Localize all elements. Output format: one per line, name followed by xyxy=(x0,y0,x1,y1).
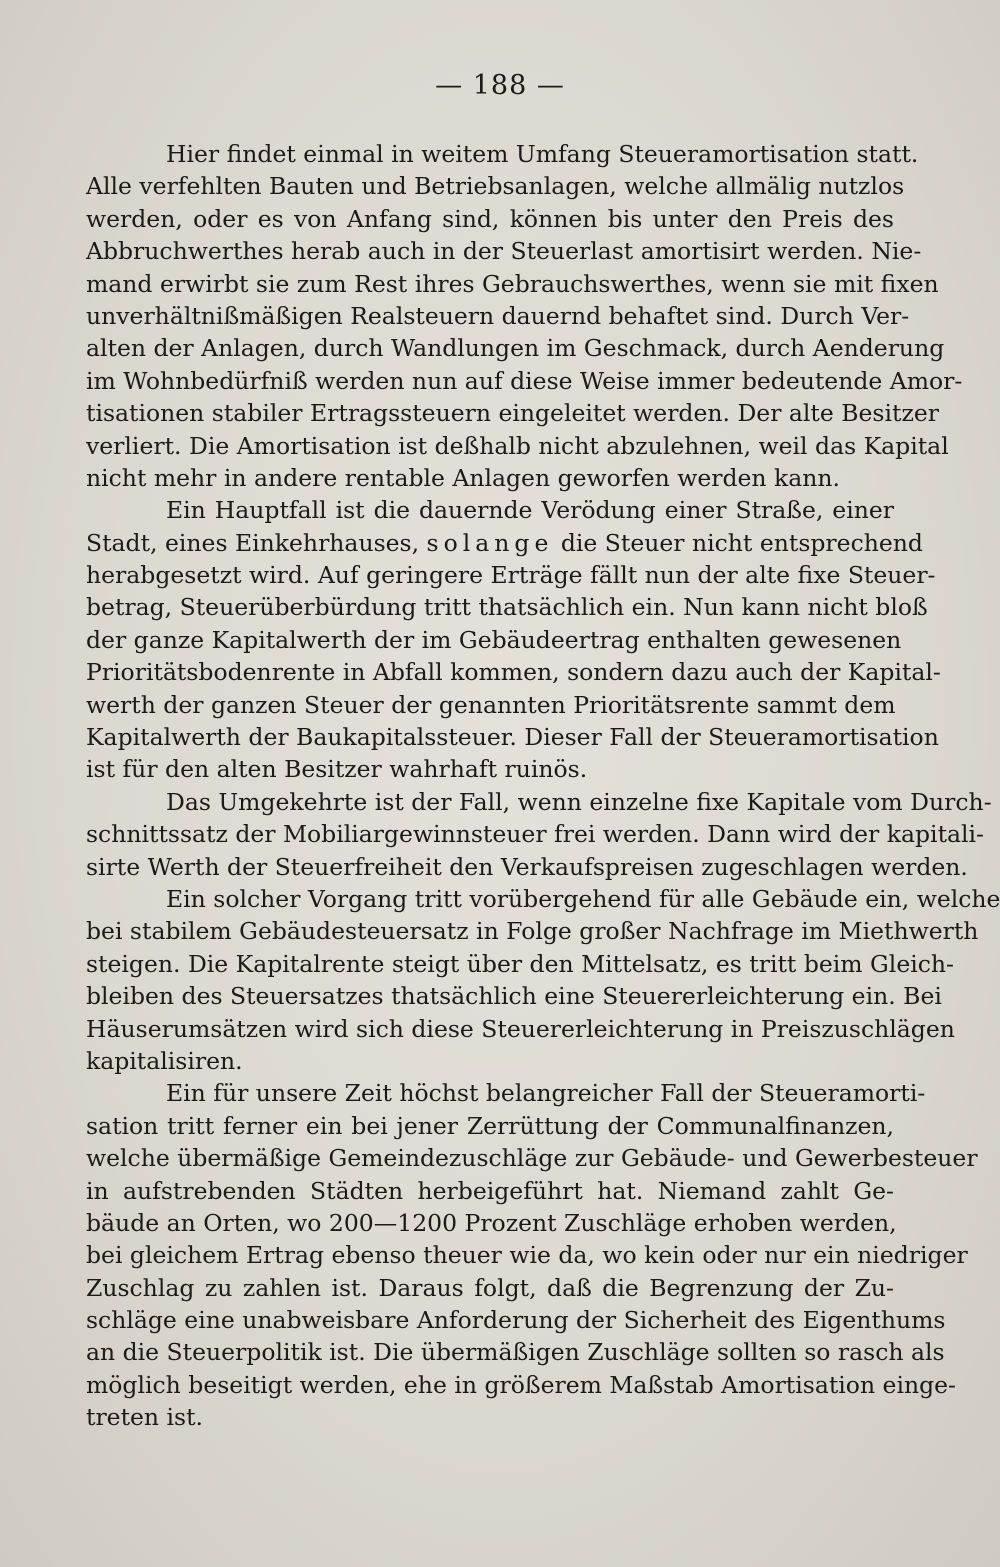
text-line: sirte Werth der Steuerfreiheit den Verkaufspreisen zugeschlagen werden. xyxy=(86,852,968,881)
text-line: schläge eine unabweisbare Anforderung der Sicherheit des Eigenthums xyxy=(86,1306,946,1335)
text-line: alten der Anlagen, durch Wandlungen im Geschmack, durch Aenderung xyxy=(86,334,945,363)
text-line: Zuschlag zu zahlen ist. Daraus folgt, daß die Begrenzung der Zu- xyxy=(86,1273,894,1302)
page-number: — 188 — xyxy=(435,70,565,101)
text-line: bäude an Orten, wo 200—1200 Prozent Zuschläge erhoben werden, xyxy=(86,1208,897,1237)
text-line: nicht mehr in andere rentable Anlagen geworfen werden kann. xyxy=(86,463,841,492)
text-line: der ganze Kapitalwerth der im Gebäudeertrag enthalten gewesenen xyxy=(86,625,902,654)
text-segment: die Steuer nicht entsprechend xyxy=(553,528,923,557)
text-line: schnittssatz der Mobiliargewinnsteuer frei werden. Dann wird der kapitali- xyxy=(86,820,984,849)
text-line: werth der ganzen Steuer der genannten Prioritätsrente sammt dem xyxy=(86,690,896,719)
text-line: im Wohnbedürfniß werden nun auf diese Weise immer bedeutende Amor- xyxy=(86,366,963,395)
text-line: Ein für unsere Zeit höchst belangreicher Fall der Steueramorti- xyxy=(166,1079,926,1108)
emphasized-word: solange xyxy=(426,528,554,557)
text-line: steigen. Die Kapitalrente steigt über den Mittelsatz, es tritt beim Gleich- xyxy=(86,949,954,978)
text-line: Ein Hauptfall ist die dauernde Verödung einer Straße, einer xyxy=(166,496,894,525)
text-line: Prioritätsbodenrente in Abfall kommen, sondern dazu auch der Kapital- xyxy=(86,658,941,687)
body-text xyxy=(86,138,1000,1434)
text-line: möglich beseitigt werden, ehe in größerem Maßstab Amortisation einge- xyxy=(86,1370,956,1399)
text-line: welche übermäßige Gemeindezuschläge zur Gebäude- und Gewerbesteuer xyxy=(86,1144,978,1173)
text-line: Ein solcher Vorgang tritt vorübergehend für alle Gebäude ein, welche xyxy=(166,884,1000,913)
text-line: bei gleichem Ertrag ebenso theuer wie da, wo kein oder nur ein niedriger xyxy=(86,1241,968,1270)
text-line: werden, oder es von Anfang sind, können bis unter den Preis des xyxy=(86,204,894,233)
text-line: Hier findet einmal in weitem Umfang Steueramortisation statt. xyxy=(166,140,919,168)
text-line: herabgesetzt wird. Auf geringere Erträge fällt nun der alte fixe Steuer- xyxy=(86,561,936,590)
text-line: kapitalisiren. xyxy=(86,1046,243,1075)
text-line: Häuserumsätzen wird sich diese Steuererleichterung in Preiszuschlägen xyxy=(86,1014,955,1043)
text-line: in aufstrebenden Städten herbeigeführt hat. Niemand zahlt Ge- xyxy=(86,1176,894,1205)
text-segment: Stadt, eines Einkehrhauses, xyxy=(86,528,427,557)
text-line: mand erwirbt sie zum Rest ihres Gebrauchswerthes, wenn sie mit fixen xyxy=(86,269,939,298)
text-line: Alle verfehlten Bauten und Betriebsanlagen, welche allmälig nutzlos xyxy=(86,172,905,201)
text-line: sation tritt ferner ein bei jener Zerrüttung der Communalfinanzen, xyxy=(86,1111,894,1140)
text-line: Abbruchwerthes herab auch in der Steuerlast amortisirt werden. Nie- xyxy=(86,237,922,266)
text-line: bleiben des Steuersatzes thatsächlich eine Steuererleichterung ein. Bei xyxy=(86,982,942,1011)
text-line: ist für den alten Besitzer wahrhaft ruinös. xyxy=(86,755,588,784)
text-line: Das Umgekehrte ist der Fall, wenn einzelne fixe Kapitale vom Durch- xyxy=(166,787,992,816)
text-line: treten ist. xyxy=(86,1403,204,1432)
text-line: tisationen stabiler Ertragssteuern eingeleitet werden. Der alte Besitzer xyxy=(86,399,939,428)
text-line: an die Steuerpolitik ist. Die übermäßigen Zuschläge sollten so rasch als xyxy=(86,1338,945,1367)
text-line: betrag, Steuerüberbürdung tritt thatsächlich ein. Nun kann nicht bloß xyxy=(86,593,928,622)
text-line: unverhältnißmäßigen Realsteuern dauernd behaftet sind. Durch Ver- xyxy=(86,301,910,330)
text-line xyxy=(86,527,923,559)
text-line: Kapitalwerth der Baukapitalssteuer. Dieser Fall der Steueramortisation xyxy=(86,723,939,752)
text-line: verliert. Die Amortisation ist deßhalb nicht abzulehnen, weil das Kapital xyxy=(86,431,949,460)
text-line: bei stabilem Gebäudesteuersatz in Folge großer Nachfrage im Miethwerth xyxy=(86,917,979,946)
